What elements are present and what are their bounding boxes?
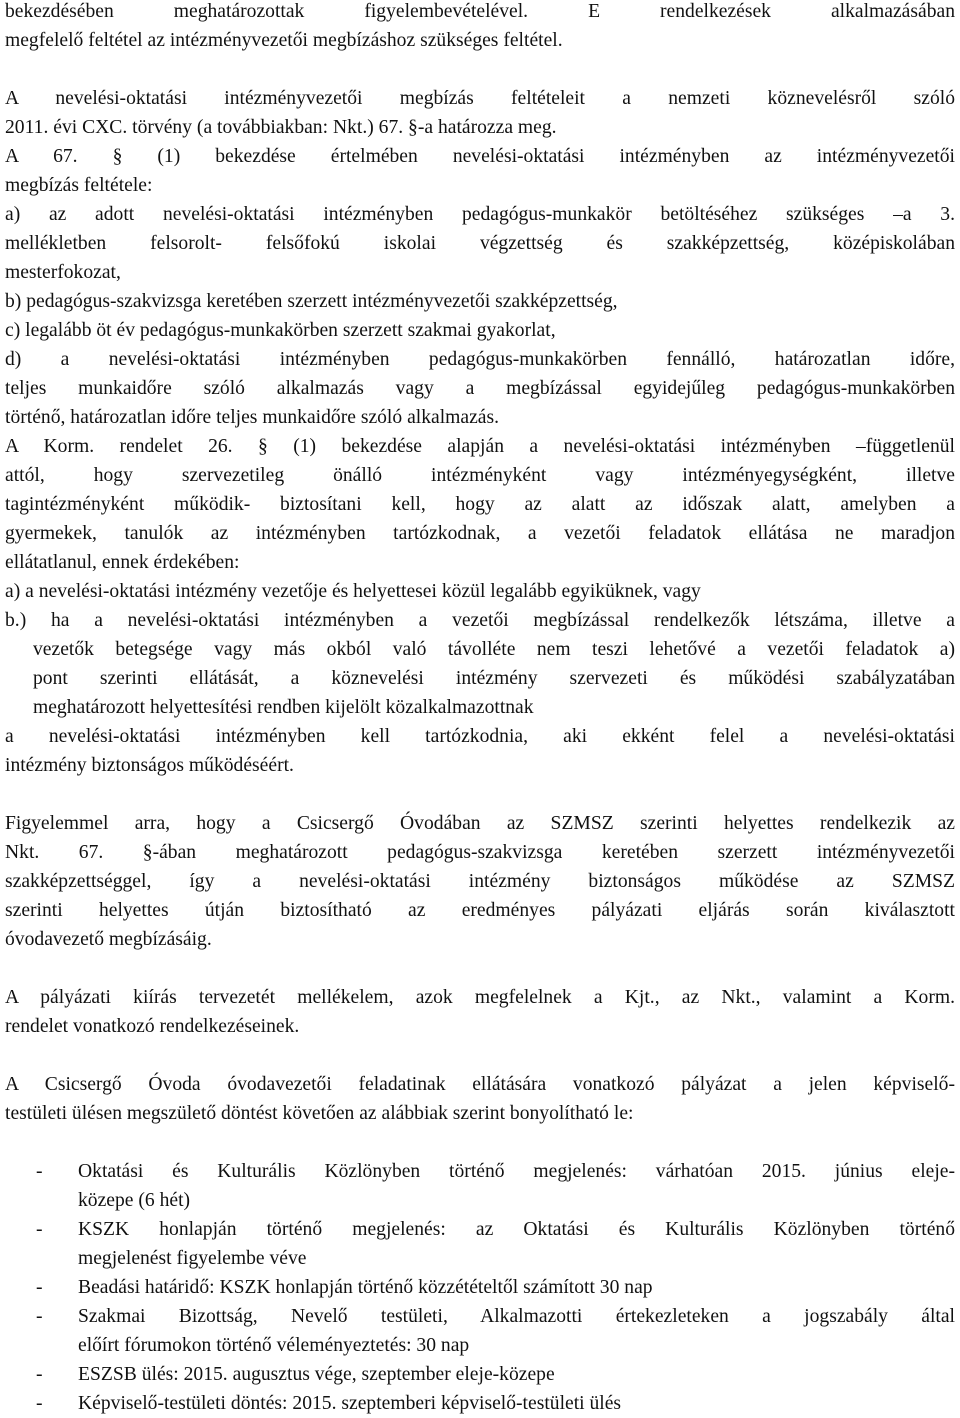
text-line: intézmény biztonságos működéséért.: [5, 755, 294, 776]
text-line: előírt fórumokon történő véleményeztetés: 30 nap: [78, 1335, 470, 1356]
paragraph-deputy: [5, 809, 955, 954]
text-line: pont szerinti ellátását, a köznevelési intézmény szervezeti és működési szabályzatában: [33, 668, 955, 689]
text-line: megbízás feltétele:: [5, 175, 153, 196]
text-line: Nkt. 67. §-ában meghatározott pedagógus-szakvizsga keretében szerzett intézményvezetői: [5, 842, 955, 863]
text-line: teljes munkaidőre szóló alkalmazás vagy a megbízással egyidejűleg pedagógus-munkakörben: [5, 378, 955, 399]
text-line: KSZK honlapján történő megjelenés: az Oktatási és Kulturális Közlönyben történő: [78, 1219, 955, 1240]
list-item: [5, 1215, 955, 1273]
text-line: b) pedagógus-szakvizsga keretében szerzett intézményvezetői szakképzettség,: [5, 291, 618, 312]
dash-bullet: -: [36, 1161, 43, 1182]
text-line: megfelelő feltétel az intézményvezetői megbízáshoz szükséges feltétel.: [5, 30, 563, 51]
text-line: megjelenést figyelembe véve: [78, 1248, 307, 1269]
text-line: attól, hogy szervezetileg önálló intézményként vagy intézményegységként, illetve: [5, 465, 955, 486]
text-line: A Korm. rendelet 26. § (1) bekezdése alapján a nevelési-oktatási intézményben –függetlenül: [5, 436, 955, 457]
text-line: Szakmai Bizottság, Nevelő testületi, Alkalmazotti értekezleteken a jogszabály által: [78, 1306, 955, 1327]
paragraph-intro: [5, 0, 955, 55]
list-item: [5, 1157, 955, 1215]
paragraph-legal-requirements: [5, 84, 955, 780]
paragraph-schedule-intro: [5, 1070, 955, 1128]
text-line: közepe (6 hét): [78, 1190, 191, 1211]
text-line: ellátatlanul, ennek érdekében:: [5, 552, 240, 573]
text-line: történő, határozatlan időre teljes munkaidőre szóló alkalmazás.: [5, 407, 500, 428]
paragraph-attachment: [5, 983, 955, 1041]
text-line: tagintézményként működik- biztosítani kell, hogy az alatt az időszak alatt, amelyben a: [5, 494, 955, 515]
list-item: [5, 1389, 955, 1418]
text-line: mellékletben felsorolt- felsőfokú iskolai végzettség és szakképzettség, középiskolában: [5, 233, 955, 254]
dash-bullet: -: [36, 1364, 43, 1385]
text-line: A nevelési-oktatási intézményvezetői megbízás feltételeit a nemzeti köznevelésről szóló: [5, 88, 955, 109]
text-line: a) az adott nevelési-oktatási intézményben pedagógus-munkakör betöltéséhez szükséges –a 3.: [5, 204, 955, 225]
paragraph-gap: [5, 954, 955, 983]
paragraph-gap: [5, 1041, 955, 1070]
text-line: d) a nevelési-oktatási intézményben pedagógus-munkakörben fennálló, határozatlan időre,: [5, 349, 955, 370]
text-line: szakképzettséggel, így a nevelési-oktatási intézmény biztonságos működése az SZMSZ: [5, 871, 955, 892]
list-item: [5, 1273, 955, 1302]
schedule-list: [5, 1157, 955, 1418]
document-page: [5, 0, 955, 1418]
text-line: Beadási határidő: KSZK honlapján történő közzétételtől számított 30 nap: [78, 1277, 653, 1298]
text-line: a) a nevelési-oktatási intézmény vezetője és helyettesei közül legalább egyiküknek, vagy: [5, 581, 701, 602]
text-line: b.) ha a nevelési-oktatási intézményben a vezetői megbízással rendelkezők létszáma, illetve a: [5, 610, 955, 631]
text-line: Figyelemmel arra, hogy a Csicsergő Óvodában az SZMSZ szerinti helyettes rendelkezik az: [5, 813, 955, 834]
dash-bullet: -: [36, 1306, 43, 1327]
paragraph-gap: [5, 55, 955, 84]
text-line: rendelet vonatkozó rendelkezéseinek.: [5, 1016, 300, 1037]
text-line: gyermekek, tanulók az intézményben tartózkodnak, a vezetői feladatok ellátása ne maradjon: [5, 523, 955, 544]
paragraph-gap: [5, 1128, 955, 1157]
text-line: 2011. évi CXC. törvény (a továbbiakban: Nkt.) 67. §-a határozza meg.: [5, 117, 557, 138]
text-line: mesterfokozat,: [5, 262, 121, 283]
list-item: [5, 1360, 955, 1389]
text-line: vezetők betegsége vagy más okból való távolléte nem teszi lehetővé a vezetői feladatok a): [33, 639, 955, 660]
text-line: meghatározott helyettesítési rendben kijelölt közalkalmazottnak: [33, 697, 534, 718]
list-item: [5, 1302, 955, 1360]
text-line: a nevelési-oktatási intézményben kell tartózkodnia, aki ekként felel a nevelési-oktatási: [5, 726, 955, 747]
text-line: A 67. § (1) bekezdése értelmében nevelési-oktatási intézményben az intézményvezetői: [5, 146, 955, 167]
text-line: óvodavezető megbízásáig.: [5, 929, 212, 950]
text-line: A pályázati kiírás tervezetét mellékelem, azok megfelelnek a Kjt., az Nkt., valamint a Korm.: [5, 987, 955, 1008]
dash-bullet: -: [36, 1277, 43, 1298]
text-line: c) legalább öt év pedagógus-munkakörben szerzett szakmai gyakorlat,: [5, 320, 556, 341]
text-line: Képviselő-testületi döntés: 2015. szeptemberi képviselő-testületi ülés: [78, 1393, 622, 1414]
text-line: A Csicsergő Óvoda óvodavezetői feladatinak ellátására vonatkozó pályázat a jelen képviselő-: [5, 1074, 955, 1095]
dash-bullet: -: [36, 1393, 43, 1414]
text-line: Oktatási és Kulturális Közlönyben történő megjelenés: várhatóan 2015. június eleje-: [78, 1161, 955, 1182]
paragraph-gap: [5, 780, 955, 809]
text-line: testületi ülésen megszülető döntést követően az alábbiak szerint bonyolítható le:: [5, 1103, 634, 1124]
text-line: szerinti helyettes útján biztosítható az eredményes pályázati eljárás során kiválasztott: [5, 900, 955, 921]
dash-bullet: -: [36, 1219, 43, 1240]
text-line: bekezdésében meghatározottak figyelembevételével. E rendelkezések alkalmazásában: [5, 1, 955, 22]
text-line: ESZSB ülés: 2015. augusztus vége, szeptember eleje-közepe: [78, 1364, 555, 1385]
